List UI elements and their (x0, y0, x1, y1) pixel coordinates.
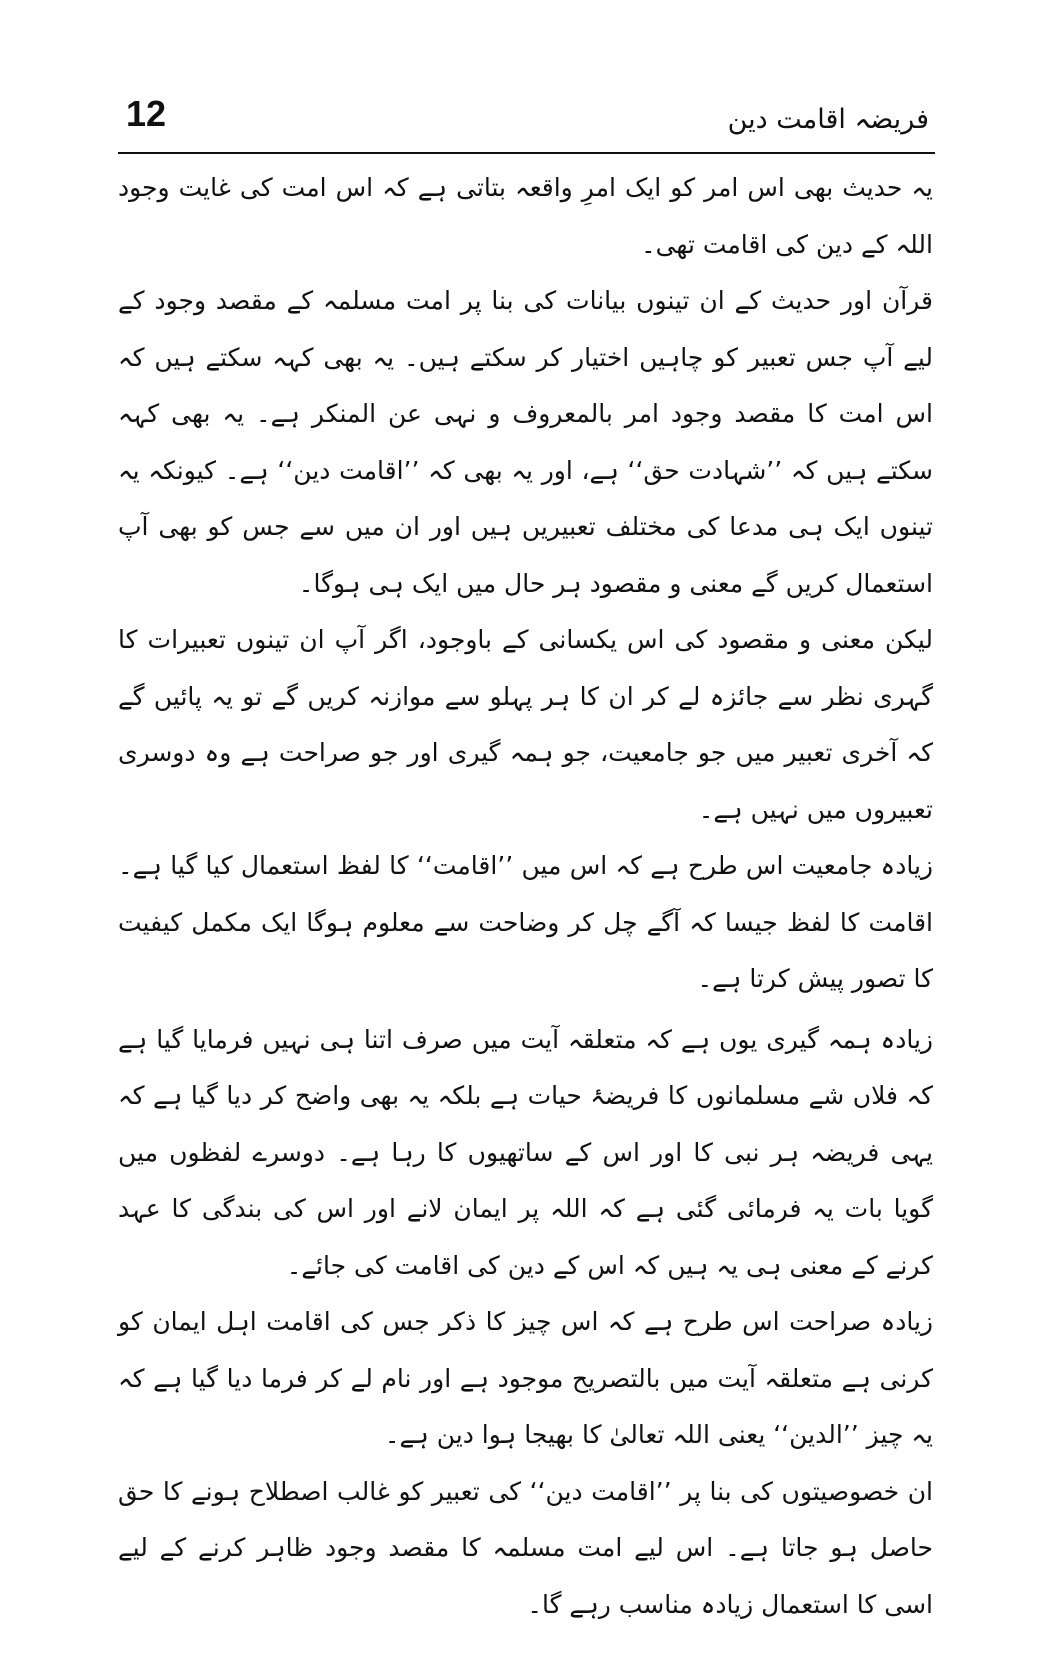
body-text (118, 160, 933, 1633)
paragraph-2: قرآن اور حدیث کے ان تینوں بیانات کی بنا پر امت مسلمہ کے مقصد وجود کے لیے آپ جس تعبیر کو چاہیں اختیار کر سکتے ہیں۔ یہ بھی کہہ سکتے ہیں کہ اس امت کا مقصد وجود امر بالمعروف و نہی عن المنکر ہے۔ یہ بھی کہہ سکتے ہیں کہ ’’شہادت حق‘‘ ہے، اور یہ بھی کہ ’’اقامت دین‘‘ ہے۔ کیونکہ یہ تینوں ایک ہی مدعا کی مختلف تعبیریں ہیں اور ان میں سے جس کو بھی آپ استعمال کریں گے معنی و مقصود ہر حال میں ایک ہی ہوگا۔ (118, 286, 933, 598)
paragraph-6: زیادہ صراحت اس طرح ہے کہ اس چیز کا ذکر جس کی اقامت اہل ایمان کو کرنی ہے متعلقہ آیت میں بالتصریح موجود ہے اور نام لے کر فرما دیا گیا ہے کہ یہ چیز ’’الدین‘‘ یعنی اللہ تعالیٰ کا بھیجا ہوا دین ہے۔ (118, 1307, 933, 1449)
paragraph-1: یہ حدیث بھی اس امر کو ایک امرِ واقعہ بتاتی ہے کہ اس امت کی غایت وجود اللہ کے دین کی اقامت تھی۔ (118, 173, 933, 259)
page-number: 12 (126, 93, 167, 134)
header-divider (118, 152, 935, 154)
paragraph-7: ان خصوصیتوں کی بنا پر ’’اقامت دین‘‘ کی تعبیر کو غالب اصطلاح ہونے کا حق حاصل ہو جاتا ہے۔ اس لیے امت مسلمہ کا مقصد وجود ظاہر کرنے کے لیے اسی کا استعمال زیادہ مناسب رہے گا۔ (118, 1476, 933, 1619)
running-title: فریضہ اقامت دین (727, 104, 929, 135)
paragraph-5: زیادہ ہمہ گیری یوں ہے کہ متعلقہ آیت میں صرف اتنا ہی نہیں فرمایا گیا ہے کہ فلاں شے مسلمانوں کا فریضۂ حیات ہے بلکہ یہ بھی واضح کر دیا گیا ہے کہ یہی فریضہ ہر نبی کا اور اس کے ساتھیوں کا رہا ہے۔ دوسرے لفظوں میں گویا بات یہ فرمائی گئی ہے کہ اللہ پر ایمان لانے اور اس کی بندگی کا عہد کرنے کے معنی ہی یہ ہیں کہ اس کے دین کی اقامت کی جائے۔ (118, 1024, 933, 1280)
page-header (118, 90, 933, 150)
paragraph-4: زیادہ جامعیت اس طرح ہے کہ اس میں ’’اقامت‘‘ کا لفظ استعمال کیا گیا ہے۔ اقامت کا لفظ جیسا کہ آگے چل کر وضاحت سے معلوم ہوگا ایک مکمل کیفیت کا تصور پیش کرتا ہے۔ (118, 851, 933, 993)
paragraph-3: لیکن معنی و مقصود کی اس یکسانی کے باوجود، اگر آپ ان تینوں تعبیرات کا گہری نظر سے جائزہ لے کر ان کا ہر پہلو سے موازنہ کریں گے تو یہ پائیں گے کہ آخری تعبیر میں جو جامعیت، جو ہمہ گیری اور جو صراحت ہے وہ دوسری تعبیروں میں نہیں ہے۔ (118, 625, 933, 824)
